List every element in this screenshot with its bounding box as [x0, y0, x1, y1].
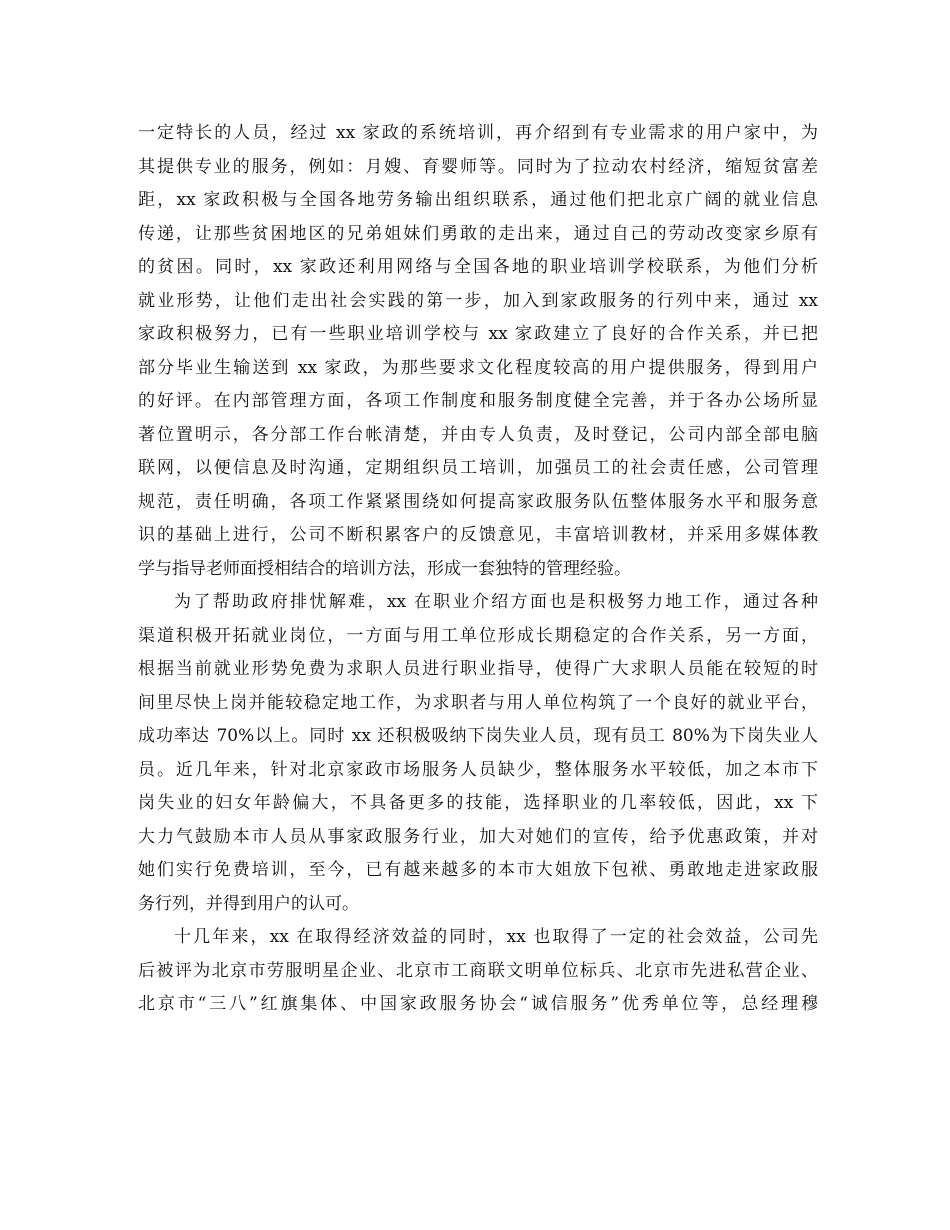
text-line: 为了帮助政府排忧解难，xx 在职业介绍方面也是积极努力地工作，通过各种	[174, 592, 818, 612]
text-line: 大力气鼓励本市人员从事家政服务行业，加大对她们的宣传，给予优惠政策，并对	[138, 826, 818, 847]
text-line: 务行列，并得到用户的认可。	[138, 893, 359, 914]
text-line: 岗失业的妇女年龄偏大，不具备更多的技能，选择职业的几率较低，因此，xx 下	[138, 793, 818, 813]
text-line: 她们实行免费培训，至今，已有越来越多的本市大姐放下包袱、勇敢地走进家政服	[138, 860, 818, 880]
text-line: 距，xx 家政积极与全国各地劳务输出组织联系，通过他们把北京广阔的就业信息	[138, 190, 818, 210]
paragraph-1	[138, 117, 818, 586]
text-line: 其提供专业的服务，例如：月嫂、育婴师等。同时为了拉动农村经济，缩短贫富差	[138, 156, 818, 177]
text-line: 传递，让那些贫困地区的兄弟姐妹们勇敢的走出来，通过自己的劳动改变家乡原有	[138, 223, 818, 244]
text-line: 后被评为北京市劳服明星企业、北京市工商联文明单位标兵、北京市先进私营企业、	[138, 960, 818, 981]
paragraph-3	[138, 921, 818, 1022]
text-line: 学与指导老师面授相结合的培训方法，形成一套独特的管理经验。	[138, 558, 631, 579]
text-line: 成功率达 70%以上。同时 xx 还积极吸纳下岗失业人员，现有员工 80%为下岗失业人	[138, 726, 818, 746]
paragraph-2	[138, 586, 818, 921]
text-line: 联网，以便信息及时沟通，定期组织员工培训，加强员工的社会责任感，公司管理	[138, 458, 818, 478]
body-text	[138, 117, 818, 1022]
text-line: 家政积极努力，已有一些职业培训学校与 xx 家政建立了良好的合作关系，并已把	[138, 324, 818, 344]
text-line: 部分毕业生输送到 xx 家政，为那些要求文化程度较高的用户提供服务，得到用户	[138, 357, 818, 378]
text-line: 渠道积极开拓就业岗位，一方面与用工单位形成长期稳定的合作关系，另一方面，	[138, 625, 818, 646]
text-line: 规范，责任明确，各项工作紧紧围绕如何提高家政服务队伍整体服务水平和服务意	[138, 491, 818, 512]
text-line: 的好评。在内部管理方面，各项工作制度和服务制度健全完善，并于各办公场所显	[138, 391, 818, 411]
text-line: 就业形势，让他们走出社会实践的第一步，加入到家政服务的行列中来，通过 xx	[138, 290, 818, 311]
text-line: 的贫困。同时，xx 家政还利用网络与全国各地的职业培训学校联系，为他们分析	[138, 257, 818, 277]
text-line: 著位置明示，各分部工作台帐清楚，并由专人负责，及时登记，公司内部全部电脑	[138, 424, 818, 445]
text-line: 识的基础上进行，公司不断积累客户的反馈意见，丰富培训教材，并采用多媒体教	[138, 525, 818, 545]
text-line: 一定特长的人员，经过 xx 家政的系统培训，再介绍到有专业需求的用户家中，为	[138, 123, 818, 143]
text-line: 根据当前就业形势免费为求职人员进行职业指导，使得广大求职人员能在较短的时	[138, 659, 818, 679]
text-line: 十几年来，xx 在取得经济效益的同时，xx 也取得了一定的社会效益，公司先	[174, 927, 818, 947]
text-line: 员。近几年来，针对北京家政市场服务人员缺少，整体服务水平较低，加之本市下	[138, 759, 818, 780]
text-line: 北京市“三八”红旗集体、中国家政服务协会“诚信服务”优秀单位等，总经理穆	[138, 994, 818, 1014]
text-line: 间里尽快上岗并能较稳定地工作，为求职者与用人单位构筑了一个良好的就业平台，	[138, 692, 818, 713]
